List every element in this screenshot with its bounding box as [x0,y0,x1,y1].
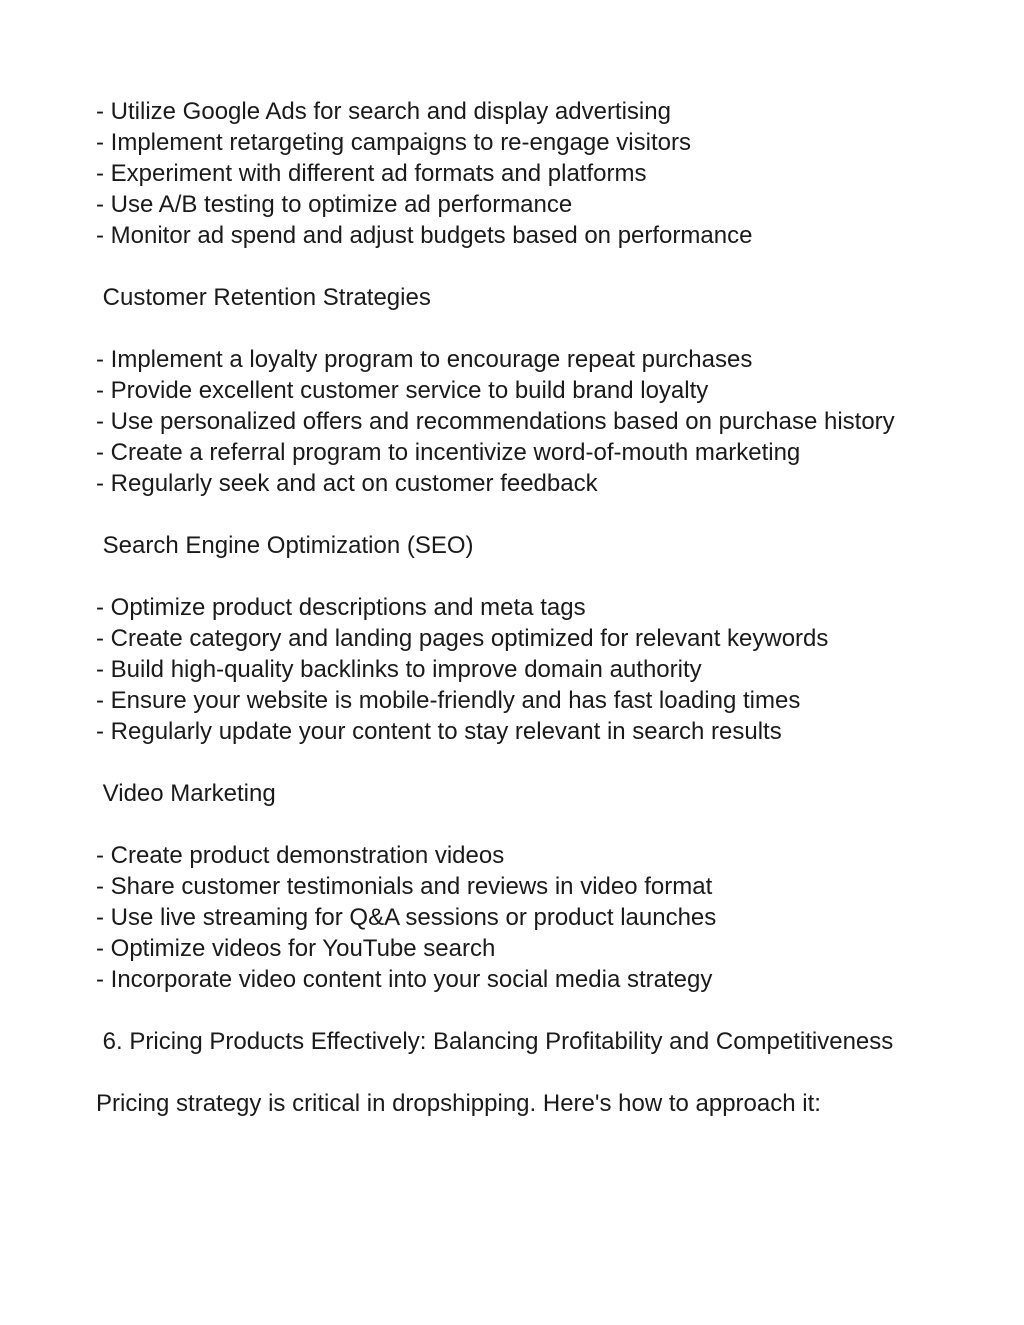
list-item: - Monitor ad spend and adjust budgets based on performance [96,222,753,249]
list-item: - Create product demonstration videos [96,842,505,869]
list-item: - Ensure your website is mobile-friendly and has fast loading times [96,687,801,714]
spacer [96,809,926,840]
list-item: - Implement retargeting campaigns to re-engage visitors [96,129,691,156]
spacer [96,747,926,778]
list-item: - Use live streaming for Q&A sessions or product launches [96,904,717,931]
section-heading-seo: Search Engine Optimization (SEO) [96,532,474,559]
list-item: - Share customer testimonials and reviews in video format [96,873,713,900]
list-item: - Use personalized offers and recommendations based on purchase history [96,408,895,435]
document-page [96,96,926,1119]
spacer [96,1057,926,1088]
spacer [96,251,926,282]
list-item: - Incorporate video content into your social media strategy [96,966,713,993]
section-heading-pricing: 6. Pricing Products Effectively: Balancing Profitability and Competitiveness [96,1028,894,1055]
list-item: - Utilize Google Ads for search and display advertising [96,98,671,125]
ads-list [96,96,926,251]
spacer [96,313,926,344]
list-item: - Optimize product descriptions and meta tags [96,594,586,621]
pricing-intro-paragraph: Pricing strategy is critical in dropshipping. Here's how to approach it: [96,1090,821,1117]
list-item: - Create a referral program to incentivize word-of-mouth marketing [96,439,801,466]
spacer [96,499,926,530]
list-item: - Create category and landing pages optimized for relevant keywords [96,625,829,652]
list-item: - Experiment with different ad formats and platforms [96,160,647,187]
list-item: - Use A/B testing to optimize ad performance [96,191,573,218]
list-item: - Optimize videos for YouTube search [96,935,496,962]
spacer [96,995,926,1026]
section-heading-customer-retention: Customer Retention Strategies [96,284,431,311]
section-heading-video-marketing: Video Marketing [96,780,276,807]
list-item: - Implement a loyalty program to encourage repeat purchases [96,346,753,373]
seo-list [96,592,926,747]
retention-list [96,344,926,499]
spacer [96,561,926,592]
video-list [96,840,926,995]
list-item: - Build high-quality backlinks to improve domain authority [96,656,702,683]
list-item: - Provide excellent customer service to build brand loyalty [96,377,709,404]
list-item: - Regularly seek and act on customer feedback [96,470,598,497]
list-item: - Regularly update your content to stay relevant in search results [96,718,782,745]
